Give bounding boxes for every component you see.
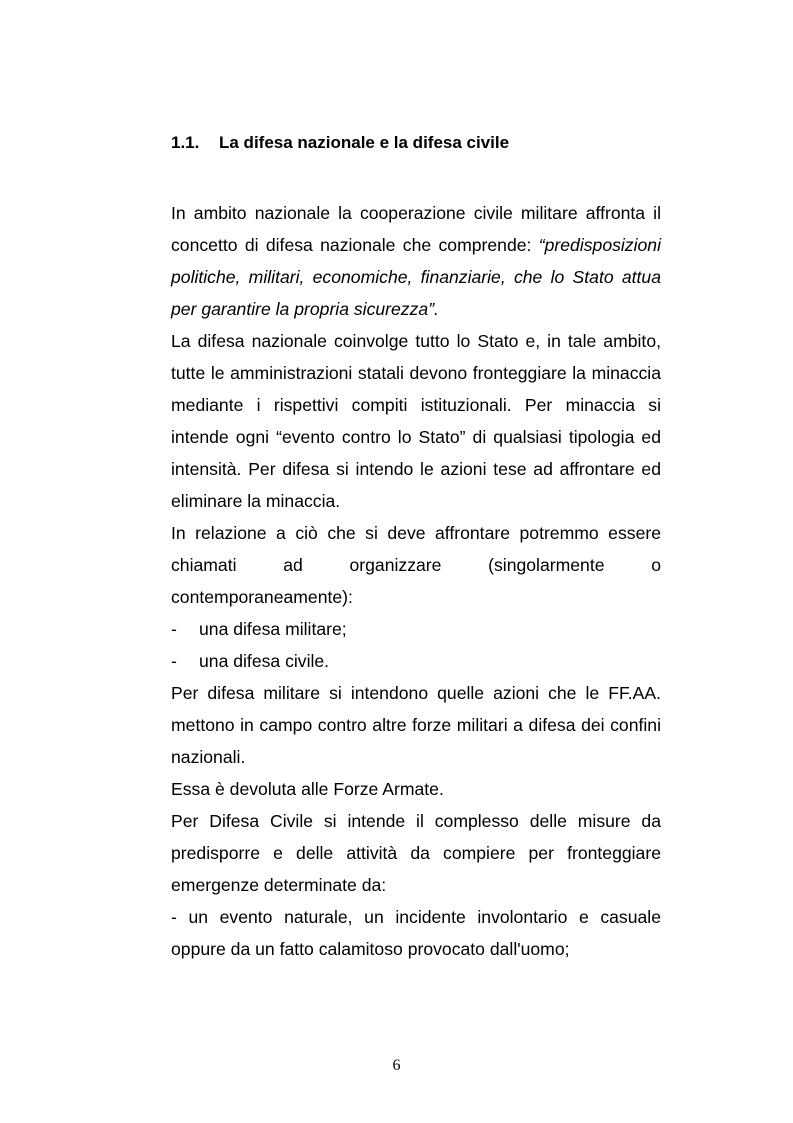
page-number: 6 <box>392 1057 401 1074</box>
list-item-text: una difesa militare; <box>199 619 347 639</box>
list-dash: - <box>171 651 177 671</box>
paragraph-emergency-causes: - un evento naturale, un incidente involontario e casuale oppure da un fatto calamitoso provocato dall'uomo; <box>171 907 661 959</box>
section-title: La difesa nazionale e la difesa civile <box>219 133 510 152</box>
organize-line-2: chiamati ad organizzare (singolarmente o <box>171 555 661 575</box>
list-item-text: una difesa civile. <box>199 651 330 671</box>
list-item <box>171 645 661 677</box>
section-heading <box>171 133 509 153</box>
list-dash: - <box>171 619 177 639</box>
definition-quote: “predisposizioni politiche, militari, economiche, finanziarie, che lo Stato attua per garantire la propria sicurezza”. <box>171 235 661 319</box>
list-item <box>171 613 661 645</box>
paragraph-armed-forces: Essa è devoluta alle Forze Armate. <box>171 779 444 799</box>
body-text <box>171 197 661 965</box>
paragraph-civil-defense: Per Difesa Civile si intende il complesso delle misure da predisporre e delle attività da compiere per fronteggiare emergenze determinate da: <box>171 811 661 895</box>
organize-line-3: contemporaneamente): <box>171 587 353 607</box>
paragraph-threat: La difesa nazionale coinvolge tutto lo Stato e, in tale ambito, tutte le amministrazioni statali devono fronteggiare la minaccia mediante i rispettivi compiti istituzionali. Per minaccia si intende ogni “evento contro lo Stato” di qualsiasi tipologia ed intensità. Per difesa si intendo le azioni tese ad affrontare ed eliminare la minaccia. <box>171 331 661 511</box>
paragraph-organize <box>171 517 661 613</box>
paragraph-military-defense: Per difesa militare si intendono quelle azioni che le FF.AA. mettono in campo contro altre forze militari a difesa dei confini nazionali. <box>171 683 661 767</box>
intro-text: In ambito nazionale la cooperazione civile militare affronta il concetto di difesa nazionale che comprende: <box>171 203 661 255</box>
paragraph-intro <box>171 197 661 325</box>
organize-line-1: In relazione a ciò che si deve affrontare potremmo essere <box>171 523 661 543</box>
section-number: 1.1. <box>171 133 200 152</box>
